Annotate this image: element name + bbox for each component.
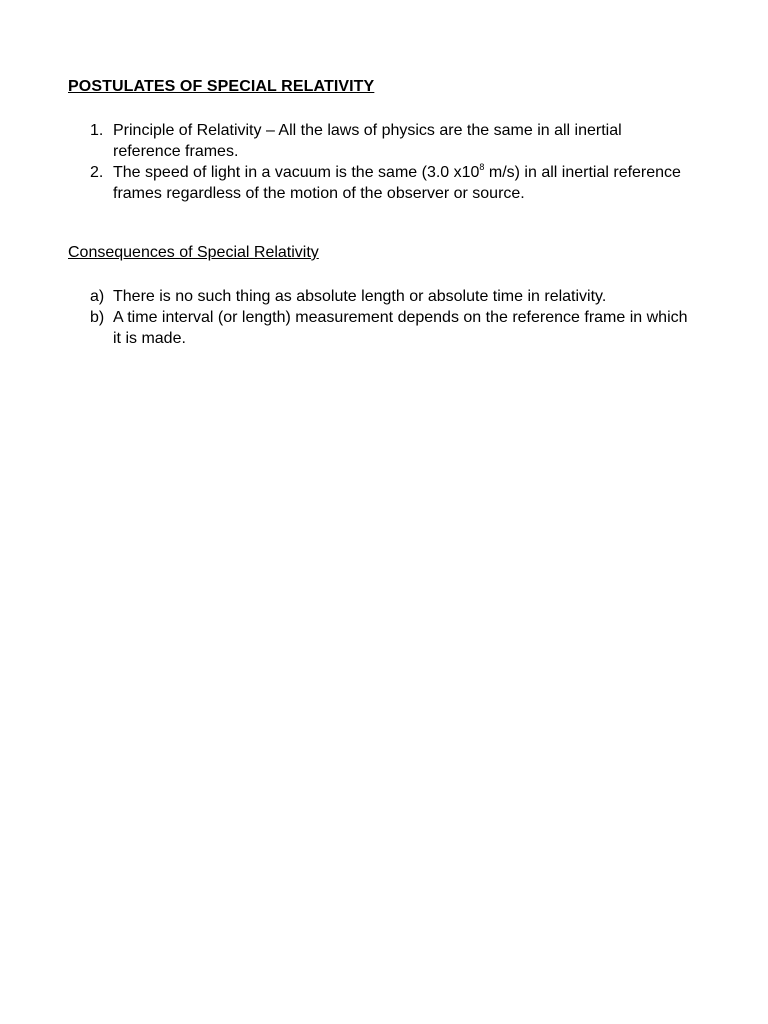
postulate-text-1: Principle of Relativity – All the laws of physics are the same in all inertial reference frames. [113, 122, 622, 160]
consequences-heading: Consequences of Special Relativity [68, 244, 319, 261]
consequence-text-a: There is no such thing as absolute length or absolute time in relativity. [113, 288, 607, 305]
postulate-text-2-before: The speed of light in a vacuum is the same (3.0 x10 [113, 164, 480, 181]
speed-of-light-exponent: 8 [479, 162, 485, 172]
consequence-text-b: A time interval (or length) measurement depends on the reference frame in which it is made. [113, 309, 688, 347]
document-title: POSTULATES OF SPECIAL RELATIVITY [68, 78, 375, 95]
consequence-marker-a: a) [90, 288, 105, 305]
postulate-marker-1: 1. [90, 122, 104, 139]
consequence-marker-b: b) [90, 309, 105, 326]
postulates-list [68, 120, 688, 204]
consequence-item-a [68, 286, 688, 307]
postulate-item-1 [68, 120, 688, 162]
consequence-item-b [68, 307, 688, 349]
postulate-marker-2: 2. [90, 164, 104, 181]
postulate-item-2 [68, 162, 688, 204]
postulate-text-2-after: m/s) in all inertial reference frames regardless of the motion of the observer or source. [113, 164, 681, 202]
consequences-list [68, 286, 688, 349]
